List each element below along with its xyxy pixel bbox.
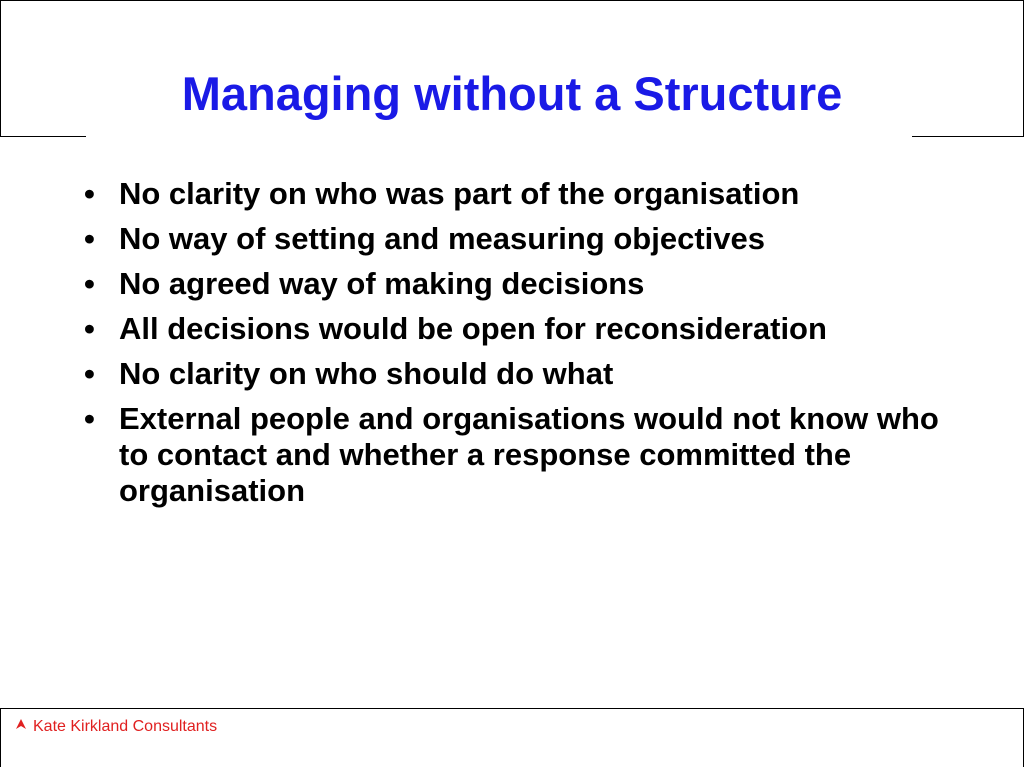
bullet-item xyxy=(82,356,962,392)
bullet-item xyxy=(82,266,962,302)
bullet-text: No clarity on who should do what xyxy=(119,356,614,391)
bullet-item xyxy=(82,221,962,257)
bullet-text: All decisions would be open for reconsideration xyxy=(119,311,827,346)
footer-text: Kate Kirkland Consultants xyxy=(33,718,218,735)
bullet-text: No agreed way of making decisions xyxy=(119,266,645,301)
footer xyxy=(15,716,217,738)
bullet-glyph: • xyxy=(84,356,95,391)
bullet-glyph: • xyxy=(84,311,95,346)
bullet-text: External people and organisations would not know who to contact and whether a response committed the organisation xyxy=(119,401,939,508)
bullet-glyph: • xyxy=(84,401,95,436)
bullet-list xyxy=(82,176,962,518)
title-frame-gap xyxy=(86,134,912,138)
bullet-glyph: • xyxy=(84,266,95,301)
slide-title: Managing without a Structure xyxy=(181,67,843,120)
bullet-text: No clarity on who was part of the organisation xyxy=(119,176,800,211)
bullet-glyph: • xyxy=(84,221,95,256)
bullet-item xyxy=(82,401,962,509)
red-arrowhead-icon xyxy=(15,718,27,730)
bullet-item xyxy=(82,176,962,212)
bullet-glyph: • xyxy=(84,176,95,211)
bullet-item xyxy=(82,311,962,347)
bullet-text: No way of setting and measuring objectives xyxy=(119,221,765,256)
